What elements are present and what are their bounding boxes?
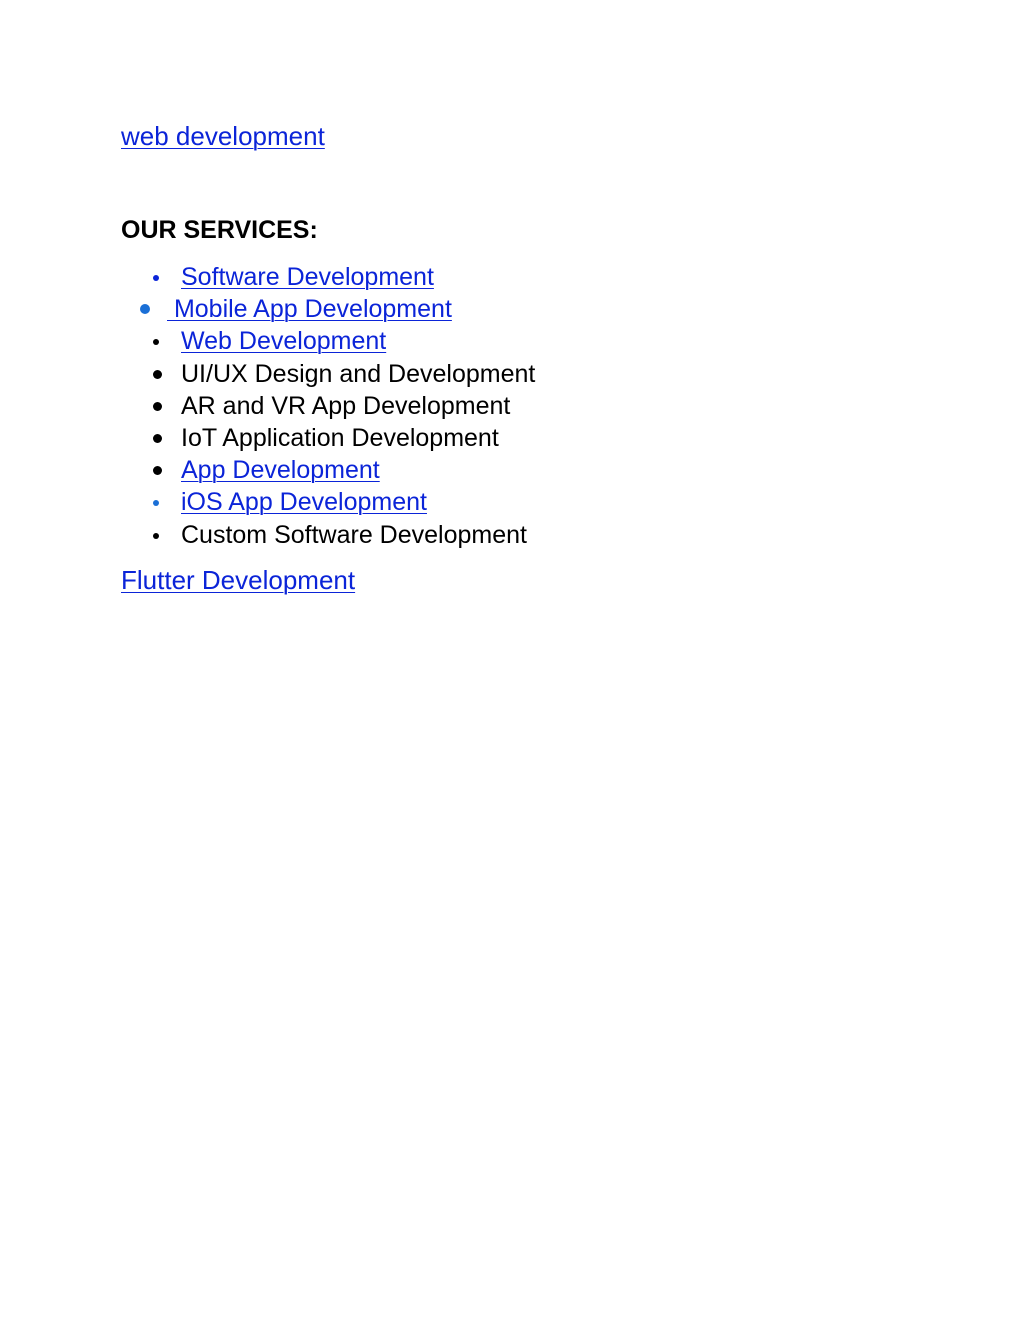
bullet-icon bbox=[153, 402, 162, 411]
services-heading: OUR SERVICES: bbox=[121, 216, 318, 244]
bullet-icon bbox=[153, 370, 162, 379]
mobile-app-development-link[interactable]: Mobile App Development bbox=[167, 295, 452, 324]
custom-software-development-text: Custom Software Development bbox=[181, 520, 527, 549]
bullet-icon bbox=[153, 339, 159, 345]
bullet-icon bbox=[140, 304, 150, 314]
flutter-development-link[interactable]: Flutter Development bbox=[121, 565, 356, 595]
bullet-icon bbox=[153, 434, 162, 443]
web-development-service-link[interactable]: Web Development bbox=[181, 327, 387, 356]
iot-development-text: IoT Application Development bbox=[181, 423, 499, 452]
bullet-icon bbox=[153, 466, 162, 475]
bullet-icon bbox=[153, 500, 159, 506]
web-development-link[interactable]: web development bbox=[121, 121, 325, 151]
app-development-link[interactable]: App Development bbox=[181, 456, 380, 485]
bullet-icon bbox=[153, 275, 159, 281]
bullet-icon bbox=[153, 533, 159, 539]
software-development-link[interactable]: Software Development bbox=[181, 263, 434, 291]
ui-ux-design-text: UI/UX Design and Development bbox=[181, 359, 536, 388]
ios-app-development-link[interactable]: iOS App Development bbox=[181, 488, 427, 517]
ar-vr-development-text: AR and VR App Development bbox=[181, 391, 511, 420]
